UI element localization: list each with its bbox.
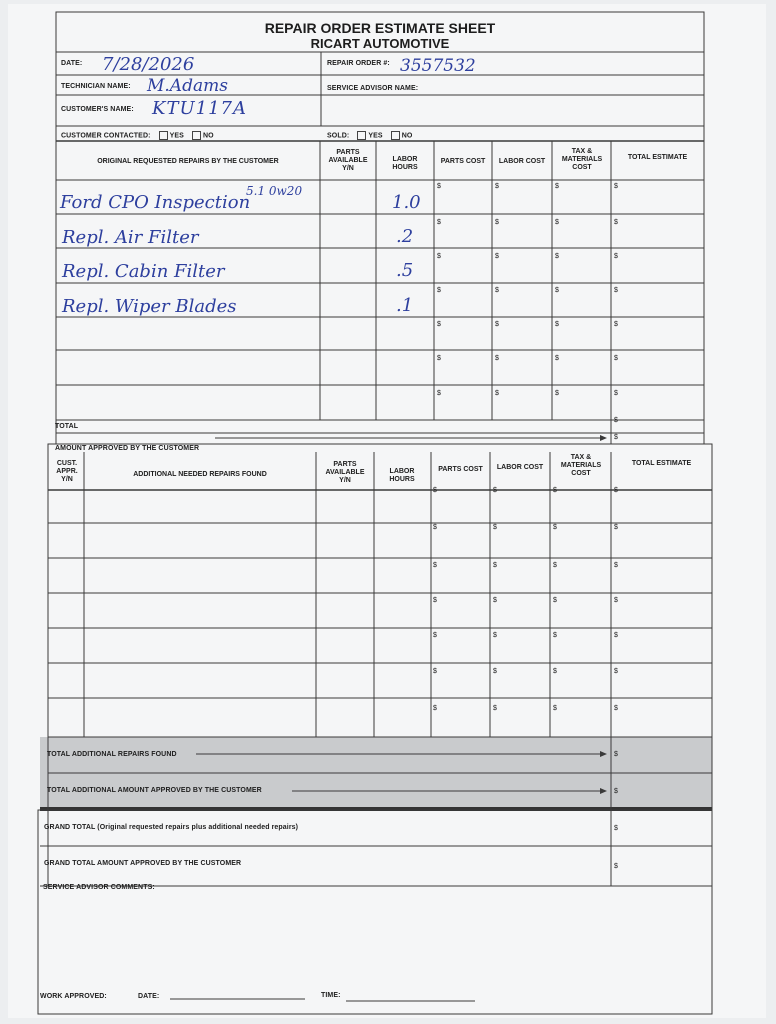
original-cost-cell-r5-c2[interactable]: $	[495, 321, 499, 328]
original-total-dollar[interactable]: $	[614, 417, 618, 424]
additional-cost-cell-r7-c1[interactable]: $	[433, 705, 437, 712]
additional-repairs-header: ADDITIONAL NEEDED REPAIRS FOUND	[133, 471, 267, 478]
original-cost-cell-r7-c1[interactable]: $	[437, 390, 441, 397]
add-parts-available-header: PARTS AVAILABLE Y/N	[325, 461, 365, 484]
contacted-no-checkbox[interactable]	[192, 131, 201, 140]
contacted-yes-checkbox[interactable]	[159, 131, 168, 140]
sold-yes-label: YES	[368, 132, 383, 140]
additional-cost-cell-r3-c1[interactable]: $	[433, 562, 437, 569]
date-value[interactable]: 7/28/2026	[102, 54, 195, 75]
sold-no-label: NO	[401, 132, 413, 140]
sold-no-checkbox[interactable]	[391, 131, 400, 140]
contacted-no-label: NO	[202, 132, 214, 140]
additional-cost-cell-r1-c4[interactable]: $	[614, 487, 618, 494]
additional-cost-cell-r5-c1[interactable]: $	[433, 632, 437, 639]
original-cost-cell-r4-c3[interactable]: $	[555, 287, 559, 294]
additional-cost-cell-r7-c3[interactable]: $	[553, 705, 557, 712]
original-cost-cell-r6-c2[interactable]: $	[495, 355, 499, 362]
original-repairs-header: ORIGINAL REQUESTED REPAIRS BY THE CUSTOMER	[97, 158, 279, 165]
original-cost-cell-r2-c1[interactable]: $	[437, 219, 441, 226]
additional-cost-cell-r1-c1[interactable]: $	[433, 487, 437, 494]
technician-value[interactable]: M.Adams	[147, 76, 228, 96]
additional-cost-cell-r2-c2[interactable]: $	[493, 524, 497, 531]
original-cost-cell-r3-c2[interactable]: $	[495, 253, 499, 260]
form-title: REPAIR ORDER ESTIMATE SHEET	[264, 20, 496, 36]
add-parts-cost-header: PARTS COST	[438, 466, 483, 473]
additional-cost-cell-r3-c3[interactable]: $	[553, 562, 557, 569]
original-cost-cell-r3-c1[interactable]: $	[437, 253, 441, 260]
repair-item-3[interactable]: Repl. Cabin Filter	[62, 261, 225, 282]
additional-cost-cell-r3-c2[interactable]: $	[493, 562, 497, 569]
customer-name-value[interactable]: KTU117A	[152, 98, 247, 119]
labor-hours-3[interactable]: .5	[396, 260, 414, 281]
additional-cost-cell-r7-c4[interactable]: $	[614, 705, 618, 712]
original-cost-cell-r3-c4[interactable]: $	[614, 253, 618, 260]
original-cost-cell-r2-c4[interactable]: $	[614, 219, 618, 226]
labor-hours-1[interactable]: 1.0	[392, 192, 421, 213]
original-cost-cell-r6-c3[interactable]: $	[555, 355, 559, 362]
customer-contacted-label: CUSTOMER CONTACTED:	[61, 132, 151, 140]
additional-cost-cell-r1-c3[interactable]: $	[553, 487, 557, 494]
original-cost-cell-r4-c1[interactable]: $	[437, 287, 441, 294]
repair-item-1-note[interactable]: 5.1 0w20	[246, 184, 303, 198]
tax-materials-header: TAX & MATERIALS COST	[561, 148, 603, 171]
grand-total-label: GRAND TOTAL (Original requested repairs plus additional needed repairs)	[44, 824, 299, 831]
total-additional-found-label: TOTAL ADDITIONAL REPAIRS FOUND	[47, 751, 177, 758]
parts-cost-header: PARTS COST	[440, 158, 486, 165]
amount-approved-label: AMOUNT APPROVED BY THE CUSTOMER	[55, 445, 200, 452]
add-total-estimate-header: TOTAL ESTIMATE	[631, 460, 692, 467]
repair-item-2[interactable]: Repl. Air Filter	[62, 227, 199, 248]
original-cost-cell-r6-c1[interactable]: $	[437, 355, 441, 362]
add-labor-cost-header: LABOR COST	[496, 464, 544, 471]
additional-cost-cell-r6-c1[interactable]: $	[433, 668, 437, 675]
work-approved-label: WORK APPROVED:	[40, 993, 107, 1000]
labor-hours-2[interactable]: .2	[396, 226, 414, 247]
customer-name-label: CUSTOMER'S NAME:	[61, 106, 134, 113]
customer-contacted-row	[61, 131, 214, 140]
original-cost-cell-r7-c2[interactable]: $	[495, 390, 499, 397]
repair-order-label: REPAIR ORDER #:	[327, 60, 390, 67]
original-cost-cell-r1-c4[interactable]: $	[614, 183, 618, 190]
original-cost-cell-r7-c4[interactable]: $	[614, 390, 618, 397]
additional-cost-cell-r2-c1[interactable]: $	[433, 524, 437, 531]
original-cost-cell-r4-c2[interactable]: $	[495, 287, 499, 294]
total-estimate-header: TOTAL ESTIMATE	[627, 154, 688, 161]
additional-cost-cell-r2-c4[interactable]: $	[614, 524, 618, 531]
additional-cost-cell-r6-c4[interactable]: $	[614, 668, 618, 675]
sold-yes-checkbox[interactable]	[357, 131, 366, 140]
additional-cost-cell-r6-c3[interactable]: $	[553, 668, 557, 675]
repair-order-value[interactable]: 3557532	[400, 56, 476, 76]
original-cost-cell-r5-c3[interactable]: $	[555, 321, 559, 328]
amount-approved-dollar[interactable]: $	[614, 434, 618, 441]
cust-appr-header: CUST. APPR. Y/N	[56, 460, 78, 483]
additional-cost-cell-r4-c1[interactable]: $	[433, 597, 437, 604]
original-cost-cell-r4-c4[interactable]: $	[614, 287, 618, 294]
contacted-yes-label: YES	[169, 132, 184, 140]
original-cost-cell-r3-c3[interactable]: $	[555, 253, 559, 260]
sold-row	[327, 131, 412, 140]
additional-cost-cell-r5-c3[interactable]: $	[553, 632, 557, 639]
original-cost-cell-r1-c1[interactable]: $	[437, 183, 441, 190]
total-additional-approved-label: TOTAL ADDITIONAL AMOUNT APPROVED BY THE CUSTOMER	[47, 787, 262, 794]
labor-hours-header: LABOR HOURS	[392, 156, 418, 171]
original-total-label: TOTAL	[55, 423, 79, 430]
service-advisor-comments-label: SERVICE ADVISOR COMMENTS:	[43, 884, 155, 891]
original-cost-cell-r1-c2[interactable]: $	[495, 183, 499, 190]
additional-cost-cell-r4-c4[interactable]: $	[614, 597, 618, 604]
add-labor-hours-header: LABOR HOURS	[389, 468, 415, 483]
additional-cost-cell-r7-c2[interactable]: $	[493, 705, 497, 712]
sold-label: SOLD:	[327, 132, 350, 140]
labor-hours-4[interactable]: .1	[396, 295, 414, 316]
grand-total-approved-dollar[interactable]: $	[614, 863, 618, 870]
comments-area[interactable]	[40, 895, 710, 983]
grand-total-approved-label: GRAND TOTAL AMOUNT APPROVED BY THE CUSTOMER	[44, 860, 242, 867]
additional-cost-cell-r2-c3[interactable]: $	[553, 524, 557, 531]
service-advisor-label: SERVICE ADVISOR NAME:	[327, 85, 419, 92]
additional-cost-cell-r3-c4[interactable]: $	[614, 562, 618, 569]
original-cost-cell-r5-c1[interactable]: $	[437, 321, 441, 328]
original-cost-cell-r2-c2[interactable]: $	[495, 219, 499, 226]
original-cost-cell-r1-c3[interactable]: $	[555, 183, 559, 190]
company-name: RICART AUTOMOTIVE	[310, 36, 450, 51]
total-additional-approved-dollar[interactable]: $	[614, 788, 618, 795]
date-label: DATE:	[61, 60, 83, 67]
total-additional-found-dollar[interactable]: $	[614, 751, 618, 758]
original-cost-cell-r7-c3[interactable]: $	[555, 390, 559, 397]
original-cost-cell-r5-c4[interactable]: $	[614, 321, 618, 328]
technician-label: TECHNICIAN NAME:	[61, 83, 131, 90]
additional-cost-cell-r5-c4[interactable]: $	[614, 632, 618, 639]
original-cost-cell-r2-c3[interactable]: $	[555, 219, 559, 226]
labor-cost-header: LABOR COST	[498, 158, 546, 165]
additional-cost-cell-r4-c2[interactable]: $	[493, 597, 497, 604]
grand-total-dollar[interactable]: $	[614, 825, 618, 832]
repair-item-4[interactable]: Repl. Wiper Blades	[62, 296, 237, 317]
repair-item-1[interactable]: Ford CPO Inspection	[60, 192, 251, 213]
footer-time-label: TIME:	[321, 992, 341, 999]
additional-cost-cell-r5-c2[interactable]: $	[493, 632, 497, 639]
grand-total-divider	[40, 807, 712, 811]
parts-available-header: PARTS AVAILABLE Y/N	[328, 149, 368, 172]
additional-cost-cell-r4-c3[interactable]: $	[553, 597, 557, 604]
original-cost-cell-r6-c4[interactable]: $	[614, 355, 618, 362]
add-tax-materials-header: TAX & MATERIALS COST	[560, 454, 602, 477]
additional-totals-band	[40, 737, 712, 810]
additional-cost-cell-r6-c2[interactable]: $	[493, 668, 497, 675]
footer-date-label: DATE:	[138, 993, 160, 1000]
additional-cost-cell-r1-c2[interactable]: $	[493, 487, 497, 494]
